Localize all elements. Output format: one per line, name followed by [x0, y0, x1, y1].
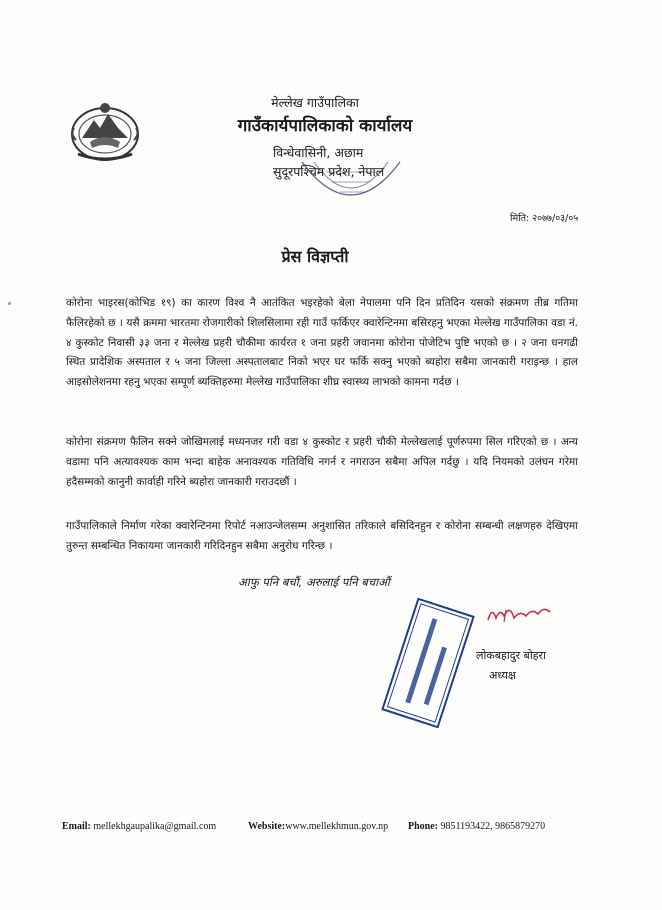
- province-line: सुदूरपश्चिम प्रदेश, नेपाल: [273, 164, 385, 179]
- nepal-emblem-icon: [68, 98, 142, 164]
- office-seal-icon: [296, 158, 406, 224]
- signatory-designation: अध्यक्ष: [489, 669, 516, 682]
- signatory-name: लोकबहादुर बोहरा: [476, 649, 546, 662]
- chairman-stamp-icon: [378, 598, 478, 728]
- letter-date: मिति: २०७७/०३/०५: [510, 213, 579, 224]
- handwritten-signature-icon: [484, 600, 574, 628]
- phone-label: Phone:: [408, 821, 438, 832]
- footer-website: [248, 821, 388, 832]
- municipality-name: मेल्लेख गाउँपालिका: [271, 95, 359, 110]
- office-name: गाउँकार्यपालिकाको कार्यालय: [237, 116, 413, 136]
- press-release-title: प्रेस विज्ञप्ती: [281, 247, 349, 266]
- paragraph-3: गाउँपालिकाले निर्माण गरेका क्वारेन्टिनमा रिपोर्ट नआउन्जेलसम्म अनुशासित तरिकाले बसिदिनहुन र कोरोना सम्बन्धी लक्षणहरु देखिएमा तुरुन्त सम्बन्धित निकायमा जानकारी गरिदिनहुन सबैमा अनुरोध गरिन्छ ।: [66, 520, 578, 552]
- scan-speck: [8, 302, 11, 305]
- footer-email: [62, 821, 216, 832]
- slogan: आफु पनि बचौं, अरुलाई पनि बचाऔं: [238, 575, 390, 589]
- email-value[interactable]: mellekhgaupalika@gmail.com: [93, 821, 217, 832]
- email-label: Email:: [62, 821, 91, 832]
- footer-phone: [408, 821, 545, 832]
- paragraph-1: कोरोना भाइरस(कोभिड १९) का कारण विश्व नै आतंकित भइरहेको बेला नेपालमा पनि दिन प्रतिदिन यसको संक्रमण तीब्र गतिमा फैलिरहेको छ । यसै क्रममा भारतमा रोजगारीको शिलसिलामा रही गाउँ फर्किएर क्वारेन्टिनमा बसिरहनु भएका मेल्लेख गाउँपालिका वडा नं. ४ कुस्कोट निवासी ३३ जना र मेल्लेख प्रहरी चौकीमा कार्यरत १ जना प्रहरी जवानमा कोरोना पोजेटिभ पुष्टि भएको छ । २ जना धनगढी स्थित प्रादेशिक अस्पताल र ५ जना जिल्ला अस्पतालबाट निको भएर घर फर्कि सक्नु भएको ब्यहोरा सबैमा जानकारी गराइन्छ । हाल आइसोलेशनमा रहनु भएका सम्पूर्ण ब्यक्तिहरुमा मेल्लेख गाउँपालिका शीघ्र स्वास्थ्य लाभको कामना गर्दछ ।: [66, 297, 578, 389]
- address-line: विन्धेवासिनी, अछाम: [273, 145, 364, 160]
- website-value[interactable]: www.mellekhmun.gov.np: [285, 821, 389, 832]
- phone-value: 9851193422, 9865879270: [440, 821, 546, 832]
- paragraph-2: कोरोना संक्रमण फैलिन सक्ने जोखिमलाई मध्यनजर गरी वडा ४ कुस्कोट र प्रहरी चौकी मेल्लेखलाई पूर्णरुपमा सिल गरिएको छ । अन्य वडामा पनि अत्यावश्यक काम भन्दा बाहेक अनावश्यक गतिविधि नगर्न र नगराउन सबैमा अपिल गर्दछु । यदि नियमको उलंघन गरेमा हदैसम्मको कानुनी कार्वाही गरिने ब्यहोरा जानकारी गराउदछौं ।: [66, 436, 578, 488]
- website-label: Website:: [248, 821, 286, 832]
